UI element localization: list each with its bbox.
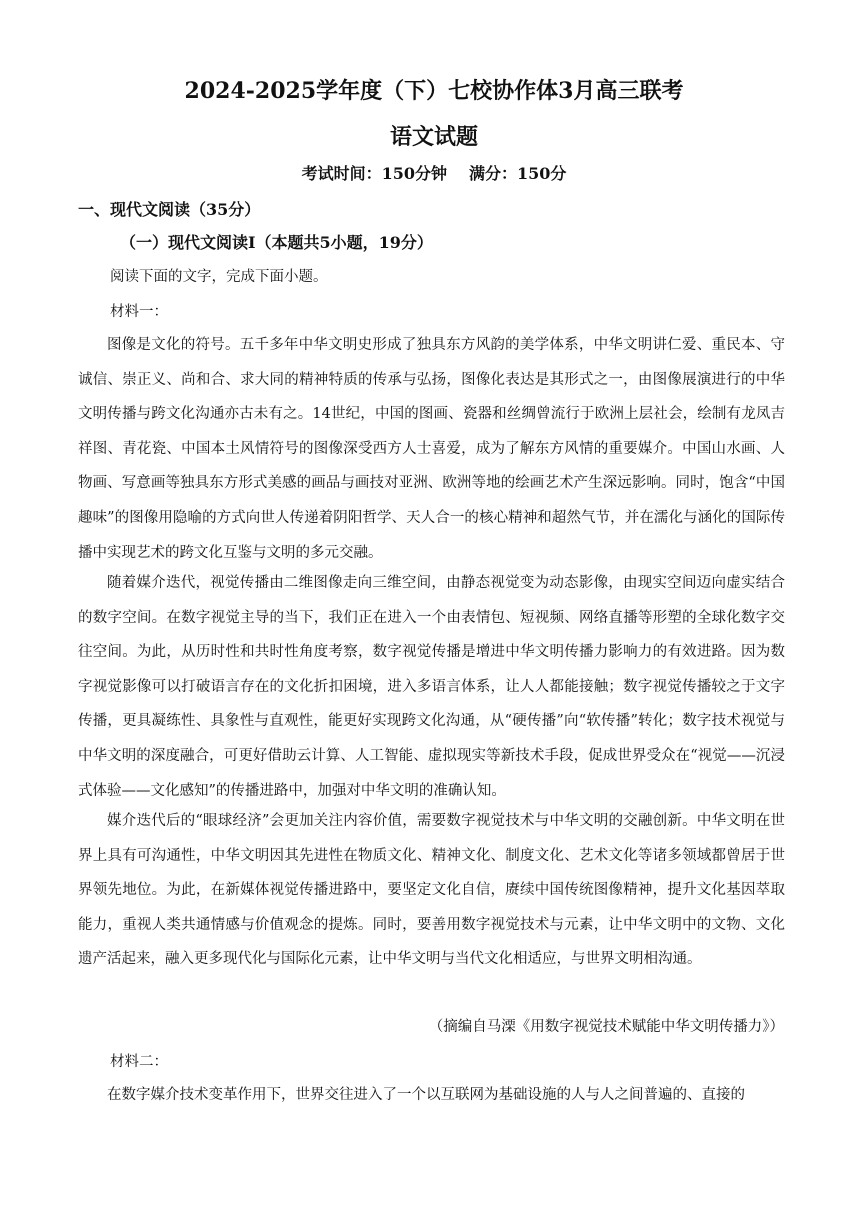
material1-label: 材料一： [110,304,168,320]
exam-time: 考试时间：150分钟 [301,164,447,183]
section-heading: 一、现代文阅读（35分） [78,200,261,219]
material2-label: 材料二： [110,1054,168,1070]
material1-paragraph-1: 图像是文化的符号。五千多年中华文明史形成了独具东方风韵的美学体系，中华文明讲仁爱、重民本、守诚信、崇正义、尚和合、求大同的精神特质的传承与弘扬，图像化表达是其形式之一，由图像展演进行的中华文明传播与跨文化沟通亦古未有之。14世纪，中国的图画、瓷器和丝绸曾流行于欧洲上层社会，绘制有龙凤吉祥图、青花瓷、中国本土风情符号的图像深受西方人士喜爱，成为了解东方风情的重要媒介。中国山水画、人物画、写意画等独具东方形式美感的画品与画技对亚洲、欧洲等地的绘画艺术产生深远影响。同时，饱含“中国趣味”的图像用隐喻的方式向世人传递着阴阳哲学、天人合一的核心精神和超然气节，并在濡化与涵化的国际传播中实现艺术的跨文化互鉴与文明的多元交融。 [78,337,785,561]
material1-paragraph-2: 随着媒介迭代，视觉传播由二维图像走向三维空间，由静态视觉变为动态影像，由现实空间迈向虚实结合的数字空间。在数字视觉主导的当下，我们正在进入一个由表情包、短视频、网络直播等形塑的全球化数字交往空间。为此，从历时性和共时性角度考察，数字视觉传播是增进中华文明传播力影响力的有效进路。因为数字视觉影像可以打破语言存在的文化折扣困境，进入多语言体系，让人人都能接触；数字视觉传播较之于文字传播，更具凝练性、具象性与直观性，能更好实现跨文化沟通，从“硬传播”向“软传播”转化；数字技术视觉与中华文明的深度融合，可更好借助云计算、人工智能、虚拟现实等新技术手段，促成世界受众在“视觉——沉浸式体验——文化感知”的传播进路中，加强对中华文明的准确认知。 [78,575,785,799]
exam-title: 2024-2025学年度（下）七校协作体3月高三联考 [184,78,684,104]
material2-paragraph-1: 在数字媒介技术变革作用下，世界交往进入了一个以互联网为基础设施的人与人之间普遍的、直接的 [107,1087,745,1103]
exam-info [0,162,868,186]
full-score: 满分：150分 [469,164,567,183]
material1-paragraph-3: 媒介迭代后的“眼球经济”会更加关注内容价值，需要数字视觉技术与中华文明的交融创新。中华文明在世界上具有可沟通性，中华文明因其先进性在物质文化、精神文化、制度文化、艺术文化等诸多领域都曾居于世界领先地位。为此，在新媒体视觉传播进路中，要坚定文化自信，赓续中国传统图像精神，提升文化基因萃取能力，重视人类共通情感与价值观念的提炼。同时，要善用数字视觉技术与元素，让中华文明中的文物、文化遗产活起来，融入更多现代化与国际化元素，让中华文明与当代文化相适应，与世界文明相沟通。 [78,813,785,968]
instruction-text: 阅读下面的文字，完成下面小题。 [110,269,328,285]
material1-source: （摘编自马溧《用数字视觉技术赋能中华文明传播力》） [428,1019,784,1035]
subject-title: 语文试题 [389,124,478,150]
section-subheading: （一）现代文阅读Ⅰ（本题共5小题，19分） [120,233,433,252]
